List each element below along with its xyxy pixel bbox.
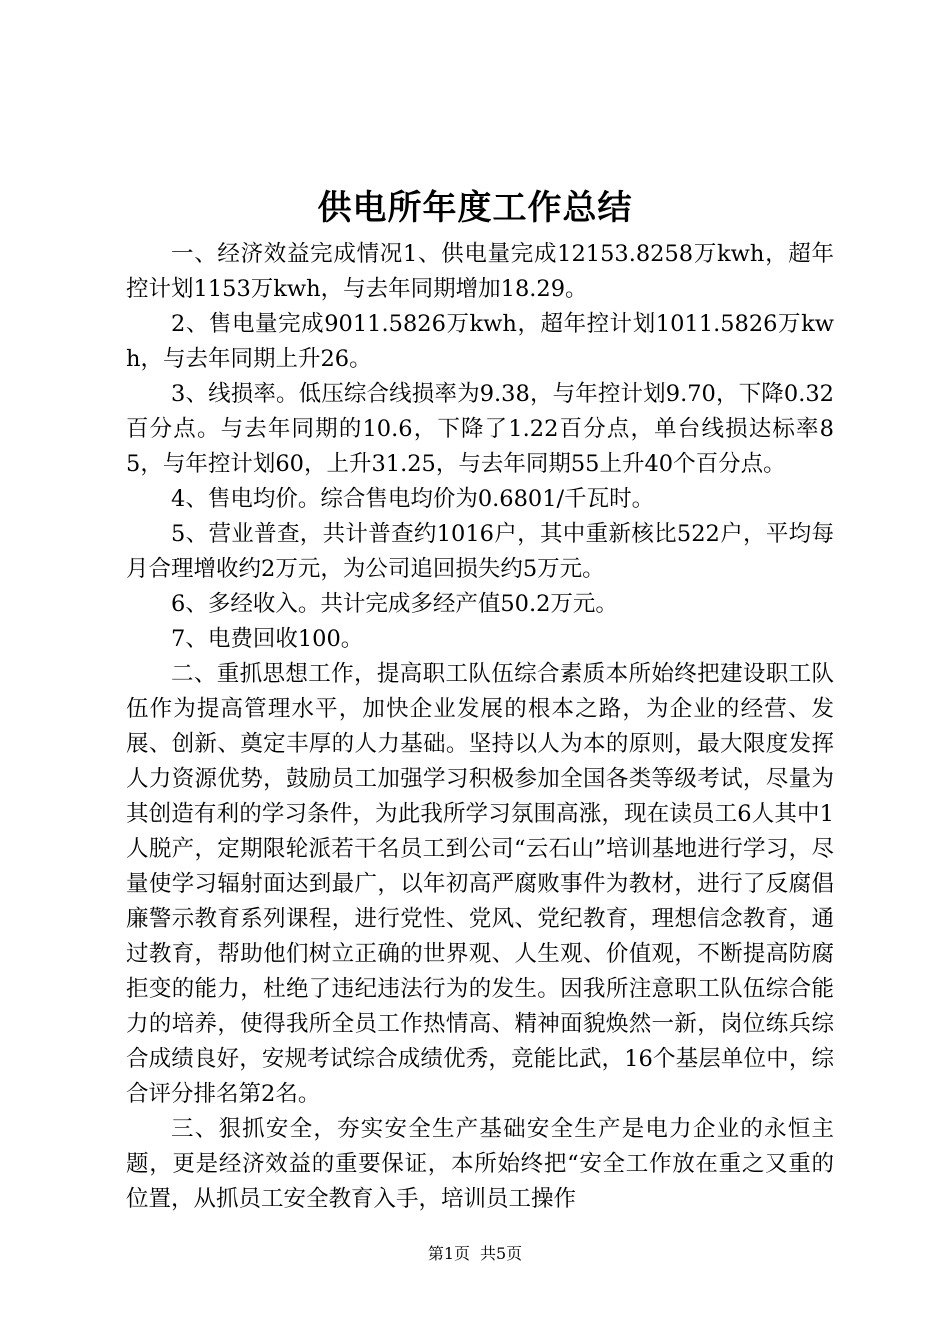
document-body (126, 237, 834, 1217)
paragraph-sales-volume: 2、售电量完成9011.5826万kwh，超年控计划1011.5826万kwh，与去年同期上升26。 (126, 311, 834, 372)
paragraph-economic-summary: 一、经济效益完成情况1、供电量完成12153.8258万kwh，超年控计划1153万kwh，与去年同期增加18.29。 (126, 241, 834, 302)
page-number: 第1页 (427, 1244, 470, 1263)
document-title: 供电所年度工作总结 (317, 188, 633, 228)
page-total: 共5页 (480, 1244, 523, 1263)
paragraph-diversified-income: 6、多经收入。共计完成多经产值50.2万元。 (171, 591, 618, 617)
paragraph-average-price: 4、售电均价。综合售电均价为0.6801/千瓦时。 (171, 486, 655, 512)
paragraph-fee-recovery: 7、电费回收100。 (171, 626, 364, 652)
paragraph-business-census: 5、营业普查，共计普查约1016户，其中重新核比522户，平均每月合理增收约2万元，为公司追回损失约5万元。 (126, 521, 834, 582)
paragraph-ideological-work: 二、重抓思想工作，提高职工队伍综合素质本所始终把建设职工队伍作为提高管理水平，加快企业发展的根本之路，为企业的经营、发展、创新、奠定丰厚的人力基础。坚持以人为本的原则，最大限度发挥人力资源优势，鼓励员工加强学习积极参加全国各类等级考试，尽量为其创造有利的学习条件，为此我所学习氛围高涨，现在读员工6人其中1人脱产，定期限轮派若干名员工到公司“云石山”培训基地进行学习，尽量使学习辐射面达到最广，以年初高严腐败事件为教材，进行了反腐倡廉警示教育系列课程，进行党性、党风、党纪教育，理想信念教育，通过教育，帮助他们树立正确的世界观、人生观、价值观，不断提高防腐拒变的能力，杜绝了违纪违法行为的发生。因我所注意职工队伍综合能力的培养，使得我所全员工作热情高、精神面貌焕然一新，岗位练兵综合成绩良好，安规考试综合成绩优秀，竞能比武，16个基层单位中，综合评分排名第2名。 (126, 661, 834, 1107)
page-footer (0, 1244, 950, 1264)
paragraph-line-loss: 3、线损率。低压综合线损率为9.38，与年控计划9.70，下降0.32百分点。与去年同期的10.6，下降了1.22百分点，单台线损达标率85，与年控计划60，上升31.25，与去年同期55上升40个百分点。 (126, 381, 834, 477)
paragraph-safety-work: 三、狠抓安全，夯实安全生产基础安全生产是电力企业的永恒主题，更是经济效益的重要保证，本所始终把“安全工作放在重之又重的位置，从抓员工安全教育入手，培训员工操作 (126, 1116, 834, 1212)
